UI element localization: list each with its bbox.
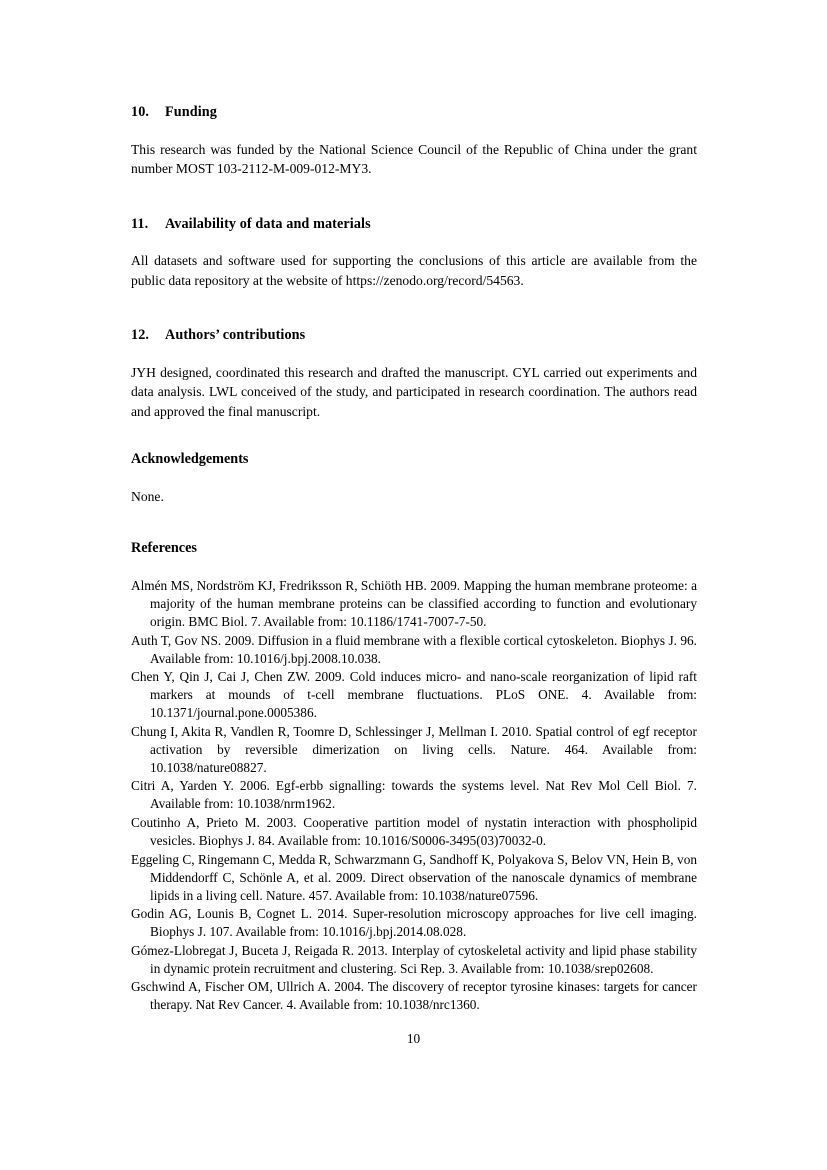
section-title: Funding: [165, 104, 217, 120]
spacer: [131, 290, 697, 327]
reference-entry: Coutinho A, Prieto M. 2003. Cooperative partition model of nystatin interaction with phospholipid vesicles. Biophys J. 84. Available from: 10.1016/S0006-3495(03)70032-0.: [131, 814, 697, 848]
spacer: [131, 122, 697, 140]
section-heading-funding: [131, 104, 697, 122]
spacer: [131, 469, 697, 487]
spacer: [131, 233, 697, 251]
reference-entry: Auth T, Gov NS. 2009. Diffusion in a fluid membrane with a flexible cortical cytoskeleton. Biophys J. 96. Available from: 10.1016/j.bpj.2008.10.038.: [131, 632, 697, 666]
reference-entry: Godin AG, Lounis B, Cognet L. 2014. Super-resolution microscopy approaches for live cell imaging. Biophys J. 107. Available from: 10.1016/j.bpj.2014.08.028.: [131, 906, 697, 940]
acknowledgements-body: None.: [131, 488, 164, 504]
reference-entry: Gschwind A, Fischer OM, Ullrich A. 2004. The discovery of receptor tyrosine kinases: targets for cancer therapy. Nat Rev Cancer. 4. Available from: 10.1038/nrc1360.: [131, 979, 697, 1013]
section-body-availability: All datasets and software used for supporting the conclusions of this article are available from the public data repository at the website of https://zenodo.org/record/54563.: [131, 253, 697, 288]
reference-entry: Gómez-Llobregat J, Buceta J, Reigada R. 2013. Interplay of cytoskeletal activity and lipid phase stability in dynamic protein recruitment and clustering. Sci Rep. 3. Available from: 10.1038/srep02608.: [131, 942, 697, 976]
reference-list: [131, 577, 697, 1014]
section-title: Availability of data and materials: [165, 215, 371, 232]
spacer: [131, 179, 697, 216]
reference-entry: Almén MS, Nordström KJ, Fredriksson R, Schiöth HB. 2009. Mapping the human membrane proteome: a majority of the human membrane proteins can be classified according to function and evolutionary origin. BMC Biol. 7. Available from: 10.1186/1741-7007-7-50.: [131, 578, 697, 629]
section-body-contributions: JYH designed, coordinated this research and drafted the manuscript. CYL carried out experiments and data analysis. LWL conceived of the study, and participated in research coordination. The authors read and approved the final manuscript.: [131, 364, 697, 419]
reference-entry: Citri A, Yarden Y. 2006. Egf-erbb signalling: towards the systems level. Nat Rev Mol Cell Biol. 7. Available from: 10.1038/nrm1962.: [131, 778, 697, 812]
references-heading: References: [131, 540, 197, 557]
spacer: [131, 506, 697, 540]
spacer: [131, 558, 697, 577]
section-number: 10.: [131, 104, 150, 120]
reference-entry: Chung I, Akita R, Vandlen R, Toomre D, Schlessinger J, Mellman I. 2010. Spatial control of egf receptor activation by reversible dimerization on living cells. Nature. 464. Available from: 10.1038/nature08827.: [131, 723, 697, 775]
acknowledgements-heading: Acknowledgements: [131, 451, 249, 468]
section-heading-availability: [131, 216, 697, 234]
section-title: Authors’ contributions: [165, 327, 306, 344]
section-body-funding: This research was funded by the National Science Council of the Republic of China under the grant number MOST 103-2112-M-009-012-MY3.: [131, 141, 697, 177]
reference-entry: Chen Y, Qin J, Cai J, Chen ZW. 2009. Cold induces micro- and nano-scale reorganization of lipid raft markers at mounds of t-cell membrane fluctuations. PLoS ONE. 4. Available from: 10.1371/journal.pone.0005386.: [131, 669, 697, 721]
spacer: [131, 345, 697, 363]
section-number: 11.: [131, 215, 149, 232]
page-number: 10: [406, 1031, 421, 1046]
section-number: 12.: [131, 327, 150, 344]
spacer: [131, 421, 697, 451]
reference-entry: Eggeling C, Ringemann C, Medda R, Schwarzmann G, Sandhoff K, Polyakova S, Belov VN, Hein B, von Middendorff C, Schönle A, et al. 2009. Direct observation of the nanoscale dynamics of membrane lipids in a living cell. Nature. 457. Available from: 10.1038/nature07596.: [131, 851, 697, 903]
page-content: [131, 104, 697, 1015]
section-heading-contributions: [131, 327, 697, 345]
